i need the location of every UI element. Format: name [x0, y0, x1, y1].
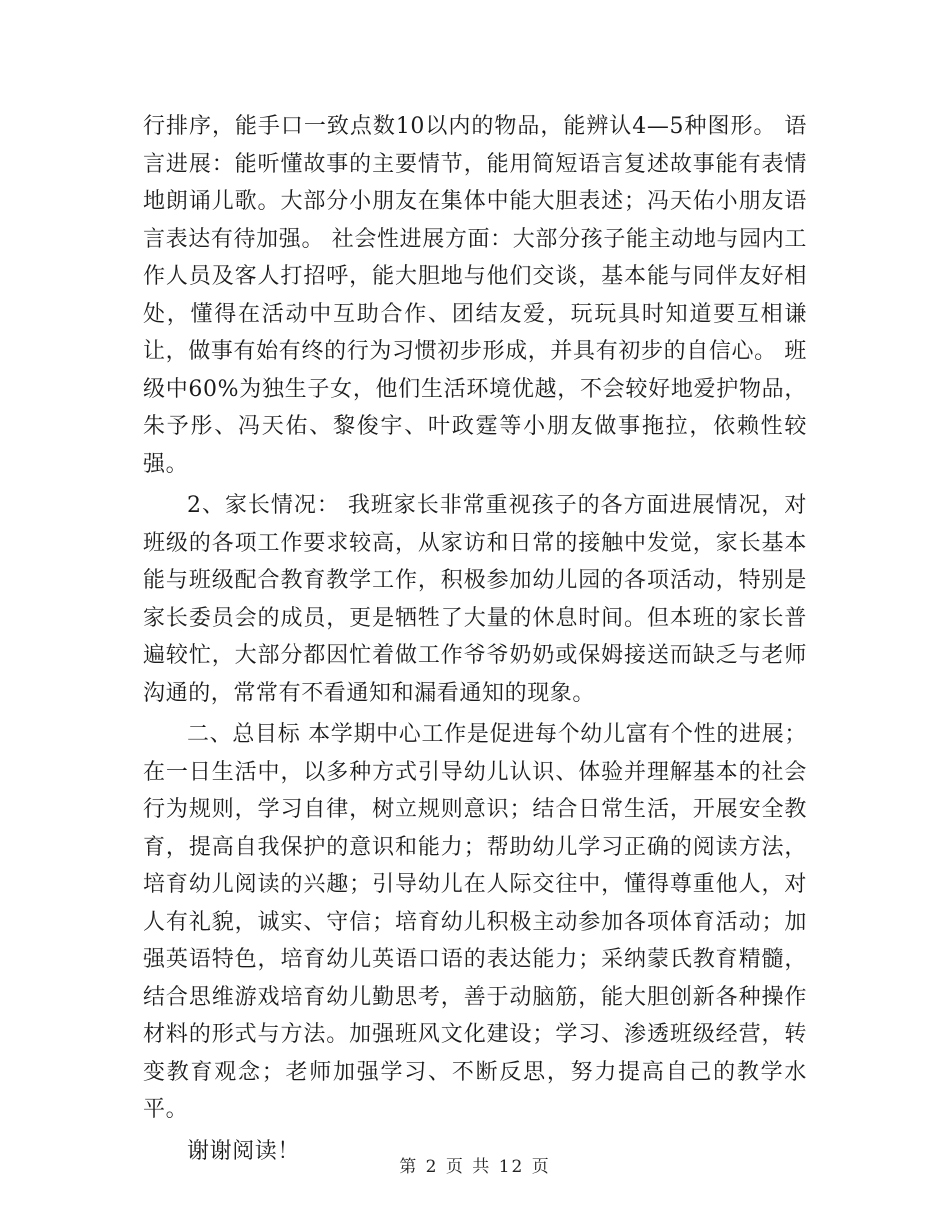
document-body	[143, 108, 807, 1170]
paragraph-general-goals: 二、总目标 本学期中心工作是促进每个幼儿富有个性的进展；在一日生活中，以多种方式引导幼儿认识、体验并理解基本的社会行为规则，学习自律，树立规则意识；结合日常生活，开展安全教育，提高自我保护的意识和能力；帮助幼儿学习正确的阅读方法，培育幼儿阅读的兴趣；引导幼儿在人际交往中，懂得尊重他人，对人有礼貌，诚实、守信；培育幼儿积极主动参加各项体育活动；加强英语特色，培育幼儿英语口语的表达能力；采纳蒙氏教育精髓，结合思维游戏培育幼儿勤思考，善于动脑筋，能大胆创新各种操作材料的形式与方法。加强班风文化建设；学习、渗透班级经营，转变教育观念；老师加强学习、不断反思，努力提高自己的教学水平。	[143, 722, 807, 1122]
paragraph-child-development: 行排序，能手口一致点数10以内的物品，能辨认4—5种图形。 语言进展：能听懂故事的主要情节，能用简短语言复述故事能有表情地朗诵儿歌。大部分小朋友在集体中能大胆表述；冯天佑小朋友语言表达有待加强。 社会性进展方面：大部分孩子能主动地与园内工作人员及客人打招呼，能大胆地与他们交谈，基本能与同伴友好相处，懂得在活动中互助合作、团结友爱，玩玩具时知道要互相谦让，做事有始有终的行为习惯初步形成，并具有初步的自信心。 班级中60%为独生子女，他们生活环境优越，不会较好地爱护物品，朱予彤、冯天佑、黎俊宇、叶政霆等小朋友做事拖拉，依赖性较强。	[143, 114, 807, 477]
page-number-footer: 第 2 页 共 12 页	[399, 1157, 551, 1177]
paragraph-parent-situation: 2、家长情况： 我班家长非常重视孩子的各方面进展情况，对班级的各项工作要求较高，从家访和日常的接触中发觉，家长基本能与班级配合教育教学工作，积极参加幼儿园的各项活动，特别是家长委员会的成员，更是牺牲了大量的休息时间。但本班的家长普遍较忙，大部分都因忙着做工作爷爷奶奶或保姆接送而缺乏与老师沟通的，常常有不看通知和漏看通知的现象。	[143, 493, 807, 706]
paragraph-thanks: 谢谢阅读！	[187, 1138, 301, 1164]
